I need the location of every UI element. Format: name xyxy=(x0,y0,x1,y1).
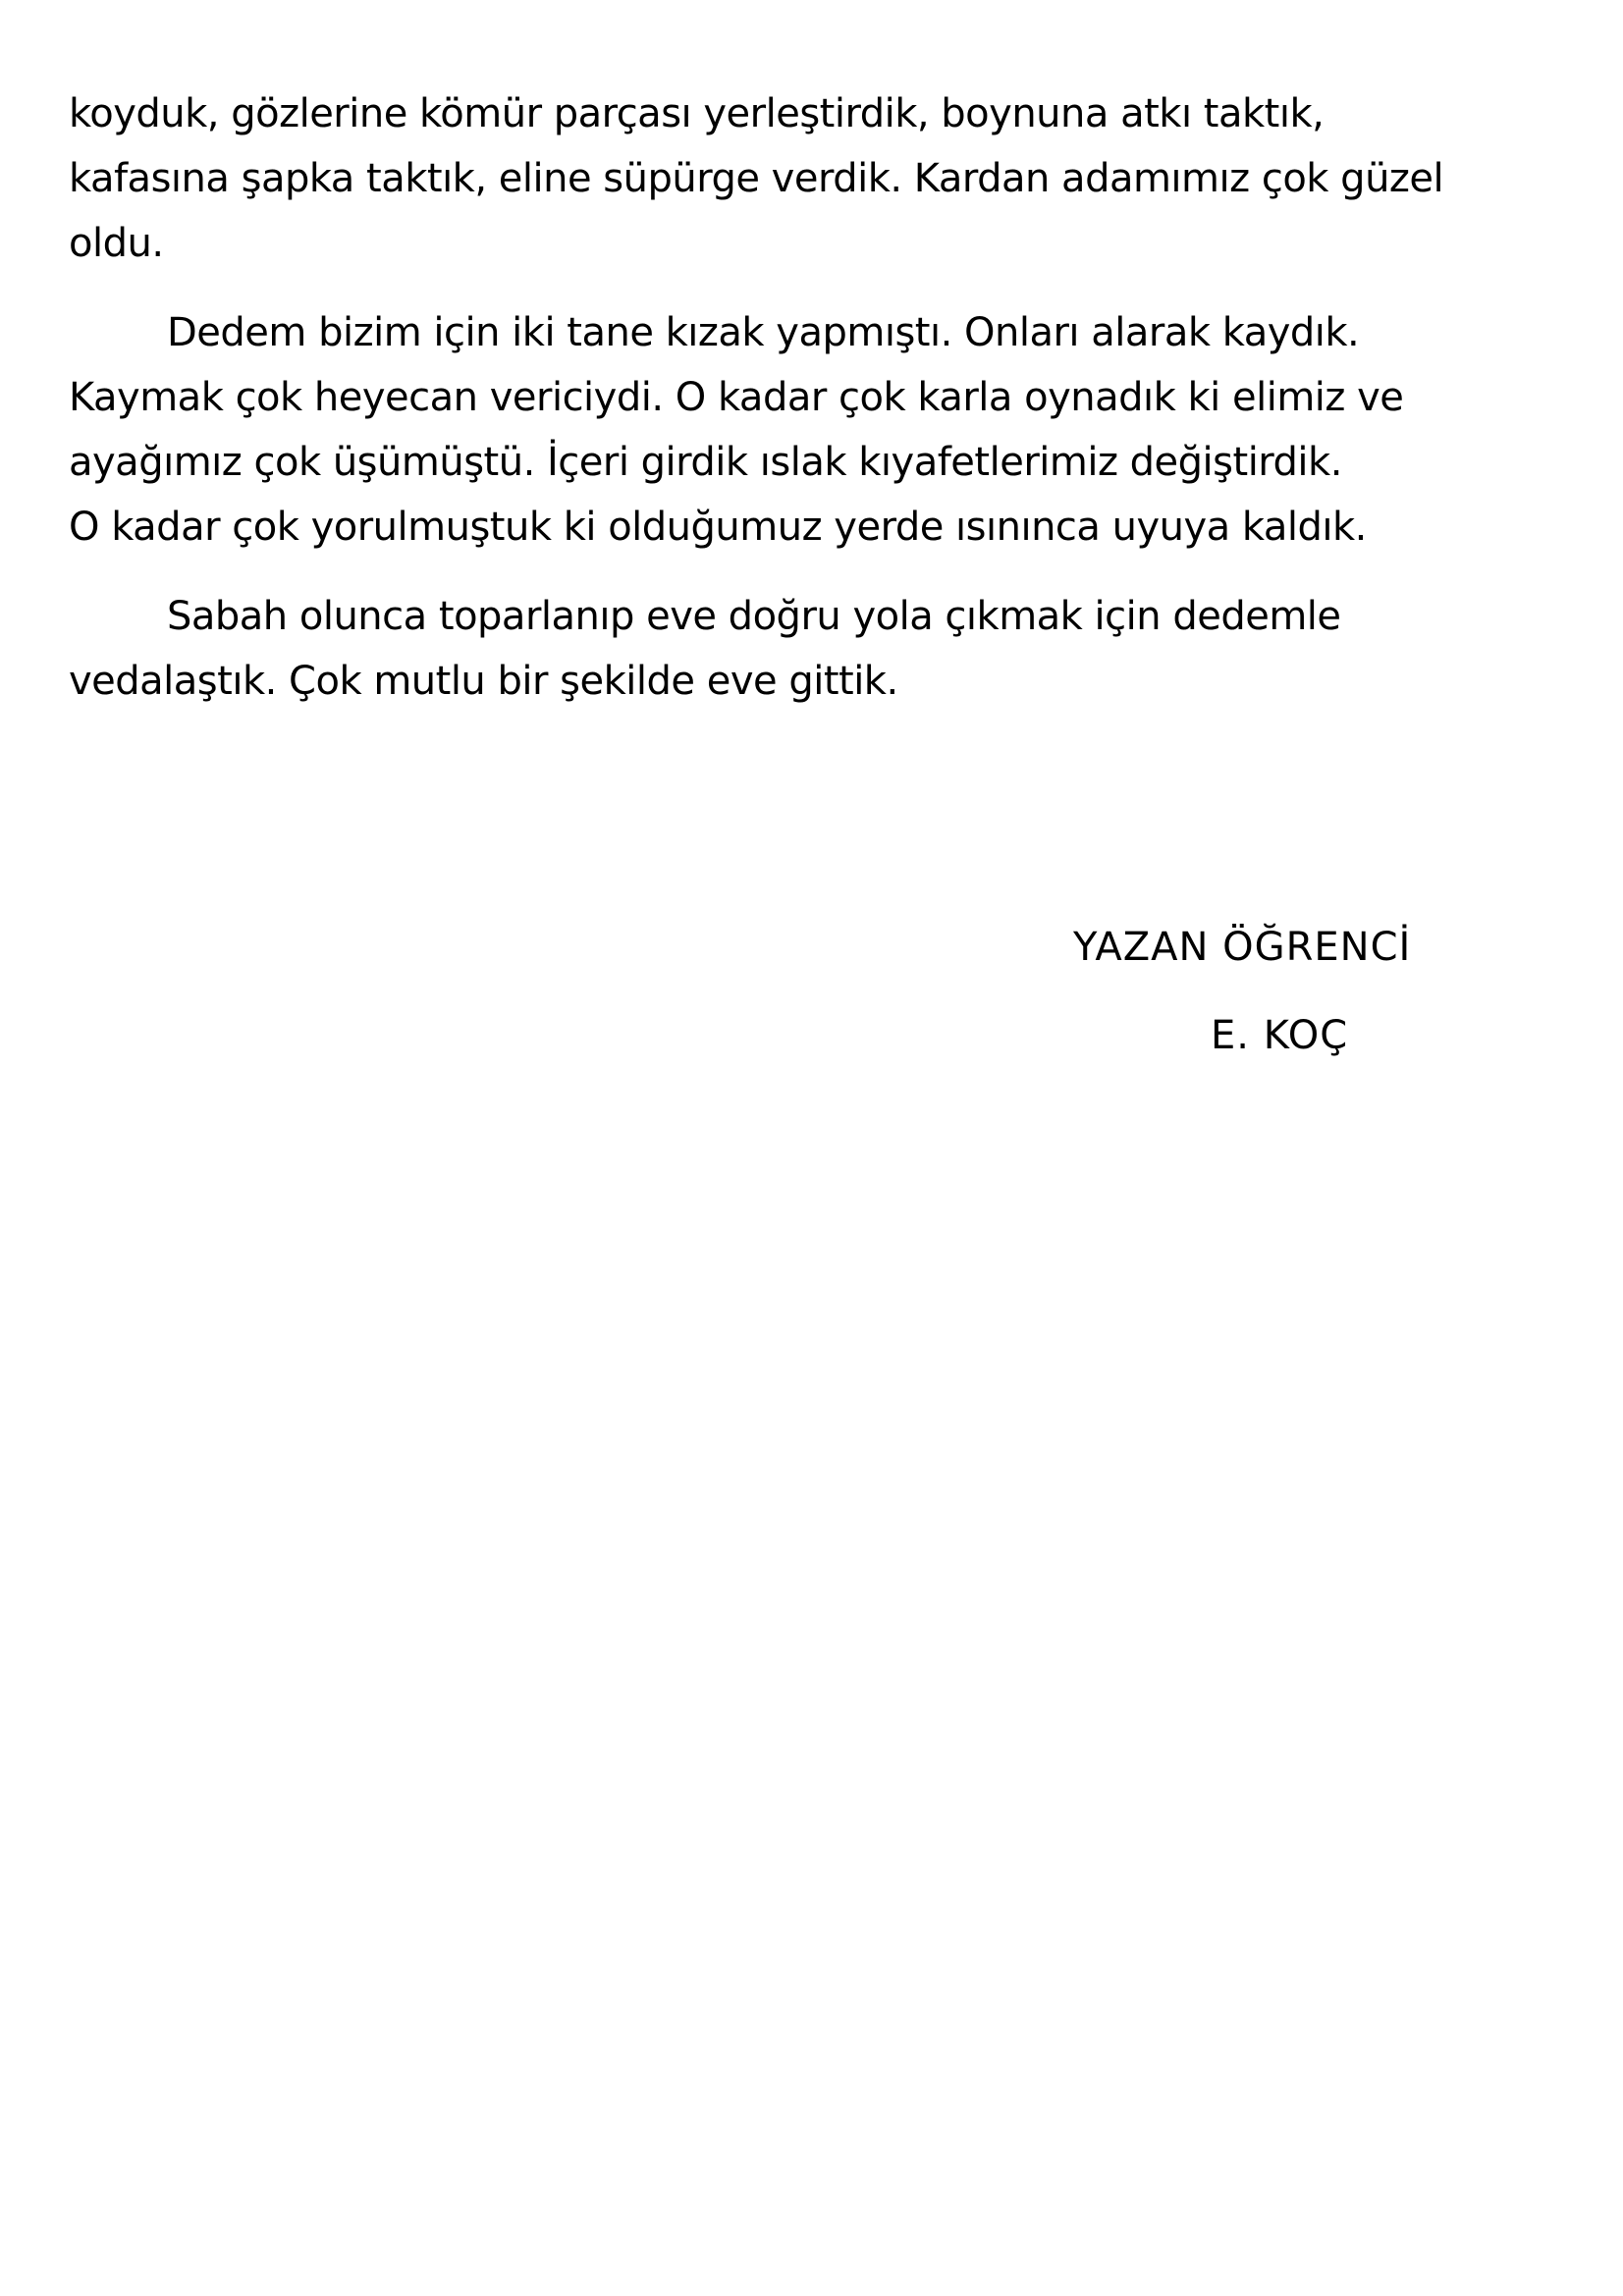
paragraph-line: kafasına şapka taktık, eline süpürge verdik. Kardan adamımız çok güzel xyxy=(69,156,1444,201)
paragraph-line: ayağımız çok üşümüştü. İçeri girdik ıslak kıyafetlerimiz değiştirdik. xyxy=(69,440,1342,485)
paragraph-line: Kaymak çok heyecan vericiydi. O kadar çok karla oynadık ki elimiz ve xyxy=(69,375,1404,420)
paragraph-line: koyduk, gözlerine kömür parçası yerleştirdik, boynuna atkı taktık, xyxy=(69,91,1325,136)
paragraph-line: O kadar çok yorulmuştuk ki olduğumuz yerde ısınınca uyuya kaldık. xyxy=(69,505,1367,550)
signature-name: E. KOÇ xyxy=(1211,1013,1349,1058)
signature-label: YAZAN ÖĞRENCİ xyxy=(1073,925,1412,970)
paragraph-line: Sabah olunca toparlanıp eve doğru yola çıkmak için dedemle xyxy=(167,594,1341,639)
paragraph-line: oldu. xyxy=(69,221,164,266)
paragraph-line: Dedem bizim için iki tane kızak yapmıştı. Onları alarak kaydık. xyxy=(167,310,1360,355)
paragraph-line: vedalaştık. Çok mutlu bir şekilde eve gittik. xyxy=(69,659,898,704)
